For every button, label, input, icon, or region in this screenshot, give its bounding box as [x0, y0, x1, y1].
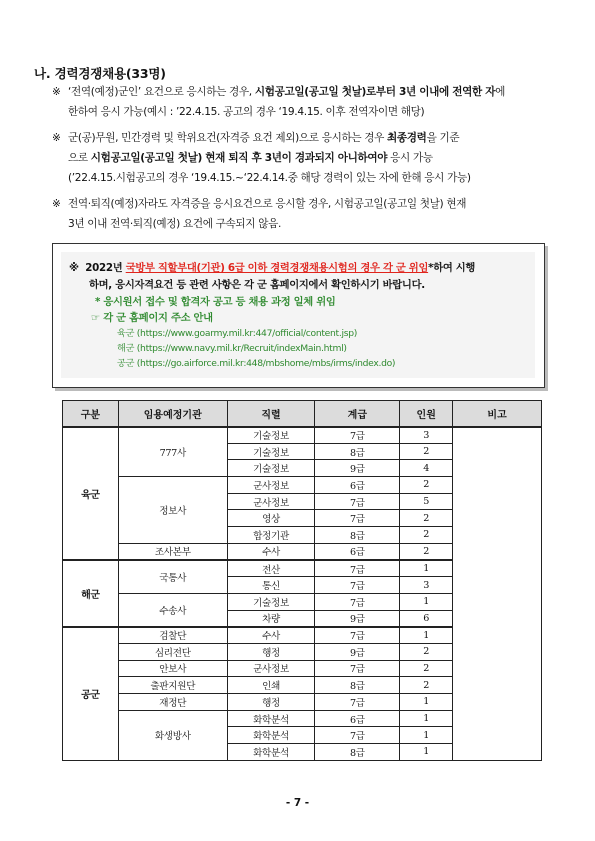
notice-delegation: * 응시원서 접수 및 합격자 공고 등 채용 과정 일체 위임 [95, 296, 336, 308]
header-agency: 임용예정기관 [118, 401, 227, 427]
agency-cell: 정보사 [118, 477, 227, 544]
note-text: 한하여 응시 가능(예시 : ’22.4.15. 공고의 경우 ‘19.4.15. 이후 전역자이면 해당) [68, 106, 425, 118]
agency-cell: 화생방사 [118, 710, 227, 760]
count-cell: 2 [400, 677, 453, 694]
grade-cell: 7급 [315, 510, 400, 527]
series-cell: 인쇄 [227, 677, 315, 694]
grade-cell: 8급 [315, 744, 400, 761]
count-cell: 2 [400, 660, 453, 677]
count-cell: 3 [400, 427, 453, 444]
series-cell: 화학분석 [227, 727, 315, 744]
series-cell: 기술정보 [227, 427, 315, 444]
group-airforce: 공군 [63, 627, 119, 761]
notice-box-content [61, 252, 535, 378]
note-text: 군(공)무원, 민간경력 및 학위요건(자격증 요건 제외)으로 응시하는 경우 [68, 132, 388, 144]
grade-cell: 7급 [315, 577, 400, 594]
grade-cell: 6급 [315, 477, 400, 494]
grade-cell: 7급 [315, 727, 400, 744]
series-cell: 기술정보 [227, 460, 315, 477]
agency-cell: 조사본부 [118, 543, 227, 560]
header-grade: 계급 [315, 401, 400, 427]
count-cell: 2 [400, 643, 453, 660]
note-emphasis: 시험공고일(공고일 첫날) 현재 퇴직 후 3년이 경과되지 아니하여야 [90, 152, 388, 164]
agency-cell: 심리전단 [118, 643, 227, 660]
page-number: - 7 - [285, 797, 310, 809]
note-text: 에 [495, 86, 505, 98]
header-category: 구분 [63, 401, 119, 427]
grade-cell: 7급 [315, 560, 400, 577]
agency-cell: 777사 [118, 427, 227, 477]
count-cell: 3 [400, 577, 453, 594]
grade-cell: 8급 [315, 527, 400, 544]
count-cell: 1 [400, 694, 453, 711]
group-army: 육군 [63, 427, 119, 561]
count-cell: 2 [400, 443, 453, 460]
count-cell: 1 [400, 627, 453, 644]
grade-cell: 6급 [315, 710, 400, 727]
notice-text: *하여 시행 [428, 262, 476, 274]
note-3 [52, 194, 572, 234]
grade-cell: 7급 [315, 627, 400, 644]
note-mark: ※ [52, 86, 61, 98]
agency-cell: 출판지원단 [118, 677, 227, 694]
series-cell: 차량 [227, 610, 315, 627]
header-series: 직렬 [227, 401, 315, 427]
navy-homepage-link[interactable]: 해군 (https://www.navy.mil.kr/Recruit/indexMain.html) [117, 343, 347, 354]
section-heading: 나. 경력경쟁채용(33명) [34, 66, 166, 81]
note-1 [52, 82, 572, 122]
grade-cell: 8급 [315, 443, 400, 460]
notice-highlight: 국방부 직할부대(기관) 6급 이하 경력경쟁채용시험의 경우 각 군 위임 [125, 262, 429, 274]
count-cell: 5 [400, 493, 453, 510]
note-text: 3년 이내 전역·퇴직(예정) 요건에 구속되지 않음. [68, 218, 281, 230]
series-cell: 영상 [227, 510, 315, 527]
group-navy: 해군 [63, 560, 119, 627]
header-count: 인원 [400, 401, 453, 427]
header-remarks: 비고 [453, 401, 542, 427]
count-cell: 4 [400, 460, 453, 477]
series-cell: 행정 [227, 694, 315, 711]
count-cell: 1 [400, 593, 453, 610]
grade-cell: 9급 [315, 610, 400, 627]
count-cell: 6 [400, 610, 453, 627]
note-text: 을 기준 [426, 132, 460, 144]
note-mark: ※ [52, 198, 61, 210]
notice-box [52, 243, 545, 388]
grade-cell: 9급 [315, 643, 400, 660]
agency-cell: 안보사 [118, 660, 227, 677]
note-emphasis: 시험공고일(공고일 첫날)로부터 3년 이내에 전역한 자 [254, 86, 496, 98]
grade-cell: 7급 [315, 493, 400, 510]
grade-cell: 6급 [315, 543, 400, 560]
note-mark: ※ [52, 132, 61, 144]
notice-line-1 [69, 260, 527, 277]
series-cell: 군사정보 [227, 493, 315, 510]
series-cell: 통신 [227, 577, 315, 594]
note-text: 응시 가능 [387, 152, 433, 164]
agency-cell: 국통사 [118, 560, 227, 593]
series-cell: 전산 [227, 560, 315, 577]
grade-cell: 7급 [315, 660, 400, 677]
series-cell: 화학분석 [227, 710, 315, 727]
grade-cell: 7급 [315, 427, 400, 444]
note-text: 으로 [68, 152, 91, 164]
agency-cell: 검찰단 [118, 627, 227, 644]
series-cell: 화학분석 [227, 744, 315, 761]
notes [52, 82, 572, 234]
series-cell: 합정기관 [227, 527, 315, 544]
series-cell: 기술정보 [227, 443, 315, 460]
note-text: ‘전역(예정)군인’ 요건으로 응시하는 경우, [68, 86, 255, 98]
series-cell: 군사정보 [227, 477, 315, 494]
grade-cell: 7급 [315, 593, 400, 610]
table-header-row [63, 401, 542, 427]
army-homepage-link[interactable]: 육군 (https://www.goarmy.mil.kr:447/official/content.jsp) [117, 328, 358, 339]
table-row [63, 427, 542, 444]
count-cell: 2 [400, 510, 453, 527]
count-cell: 2 [400, 543, 453, 560]
series-cell: 행정 [227, 643, 315, 660]
count-cell: 2 [400, 477, 453, 494]
note-text: 전역·퇴직(예정)자라도 자격증을 응시요건으로 응시할 경우, 시험공고일(공고일 첫날) 현재 [68, 198, 467, 210]
grade-cell: 8급 [315, 677, 400, 694]
grade-cell: 7급 [315, 694, 400, 711]
series-cell: 군사정보 [227, 660, 315, 677]
count-cell: 1 [400, 560, 453, 577]
recruitment-table [62, 400, 542, 761]
count-cell: 1 [400, 744, 453, 761]
agency-cell: 수송사 [118, 593, 227, 626]
remarks-cell [453, 427, 542, 761]
homepage-guide: ☞ 각 군 홈페이지 주소 안내 [91, 312, 213, 324]
count-cell: 2 [400, 527, 453, 544]
notice-line-2: 하며, 응시자격요건 등 관련 사항은 각 군 홈페이지에서 확인하시기 바랍니다. [89, 279, 425, 291]
count-cell: 1 [400, 710, 453, 727]
airforce-homepage-link[interactable]: 공군 (https://go.airforce.mil.kr:448/mbshome/mbs/irms/index.do) [117, 358, 396, 369]
notice-mark: ※ [69, 262, 79, 274]
count-cell: 1 [400, 727, 453, 744]
series-cell: 수사 [227, 543, 315, 560]
notice-year: 2022년 [85, 262, 126, 274]
agency-cell: 재정단 [118, 694, 227, 711]
series-cell: 기술정보 [227, 593, 315, 610]
note-emphasis: 최종경력 [387, 132, 427, 144]
series-cell: 수사 [227, 627, 315, 644]
note-2 [52, 128, 572, 188]
grade-cell: 9급 [315, 460, 400, 477]
note-text: (’22.4.15.시험공고의 경우 ‘19.4.15.~‘22.4.14.중 해당 경력이 있는 자에 한해 응시 가능) [68, 172, 471, 184]
